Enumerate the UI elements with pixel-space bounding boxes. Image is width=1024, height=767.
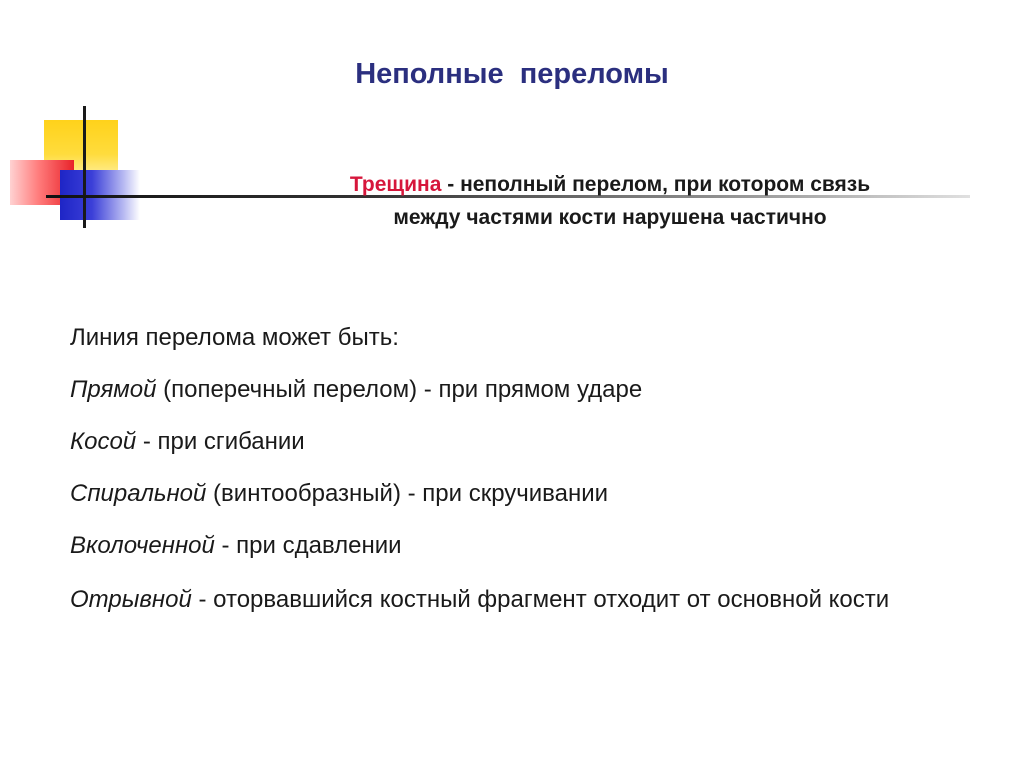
item-text: (поперечный перелом) - при прямом ударе [156, 376, 643, 403]
item-text: - оторвавшийся костный фрагмент отходит от основной кости [191, 586, 890, 613]
slide-title: Неполные переломы [355, 58, 669, 90]
definition-line-1 [250, 168, 970, 201]
item-term: Вколоченной [70, 532, 215, 559]
item-text: (винтообразный) - при скручивании [206, 480, 609, 507]
item-term: Косой [70, 428, 137, 455]
definition-text-1: - неполный перелом, при котором связь [441, 173, 871, 196]
list-item [70, 479, 970, 509]
item-text: - при сдавлении [214, 532, 402, 559]
list-item [70, 583, 970, 617]
content-list [70, 323, 970, 639]
item-term: Прямой [70, 376, 157, 403]
definition-term: Трещина [349, 173, 442, 196]
item-term: Спиральной [70, 480, 207, 507]
definition-line-2: между частями кости нарушена частично [393, 206, 827, 229]
list-item [70, 427, 970, 457]
list-item [70, 531, 970, 561]
intro-line: Линия перелома может быть: [70, 324, 399, 351]
definition-block [250, 168, 970, 234]
vertical-rule [83, 106, 86, 228]
item-text: - при сгибании [136, 428, 305, 455]
item-term: Отрывной [70, 586, 192, 613]
list-item [70, 375, 970, 405]
